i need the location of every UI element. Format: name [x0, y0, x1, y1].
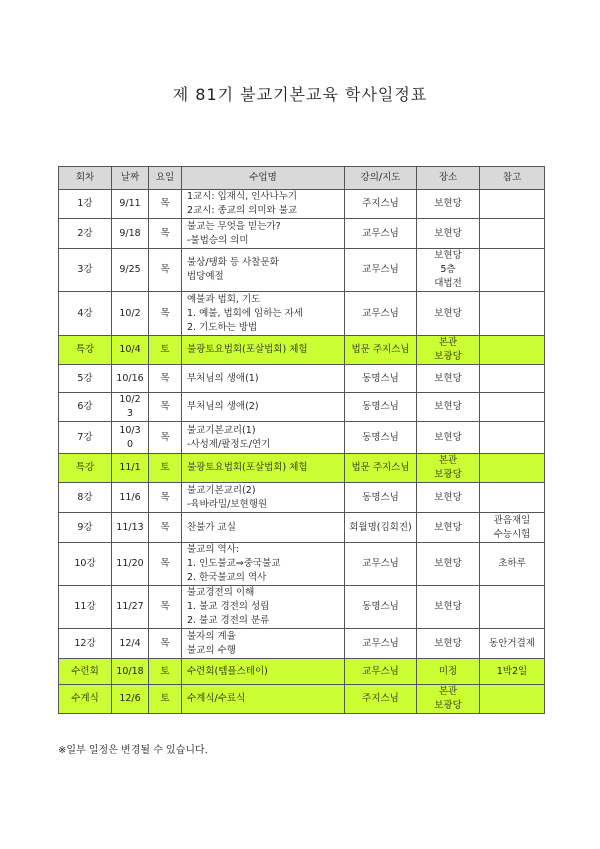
table-row — [59, 393, 545, 422]
instructor-cell: 교무스님 — [345, 543, 417, 586]
place-cell — [417, 393, 480, 422]
instructor-cell: 동명스님 — [345, 393, 417, 422]
place-cell — [417, 336, 480, 365]
note-cell — [480, 249, 545, 292]
place-cell — [417, 365, 480, 393]
lesson-line: 2. 불교 경전의 분류 — [187, 615, 270, 626]
place-cell — [417, 219, 480, 249]
lesson-line: 불광토요법회(포살법회) 체험 — [187, 462, 308, 473]
lesson-line: 불교의 역사: — [187, 544, 240, 555]
table-header-row — [59, 167, 545, 190]
note-cell — [480, 543, 545, 586]
place-cell — [417, 422, 480, 454]
place-cell — [417, 249, 480, 292]
note-cell — [480, 422, 545, 454]
session-cell: 특강 — [59, 454, 112, 483]
lesson-line: 1. 불교 경전의 성립 — [187, 601, 270, 612]
header-lesson: 수업명 — [182, 167, 345, 190]
schedule-table — [58, 166, 545, 714]
session-cell: 특강 — [59, 336, 112, 365]
session-cell: 12강 — [59, 629, 112, 659]
date-line: 10/3 — [119, 424, 141, 436]
lesson-line: 2. 한국불교의 역사 — [187, 572, 267, 583]
place-cell — [417, 685, 480, 714]
day-cell: 토 — [149, 454, 182, 483]
lesson-line: 예불과 법회, 기도 — [187, 293, 261, 305]
header-note: 참고 — [480, 167, 545, 190]
lesson-line: -육바라밀/보현행원 — [187, 498, 268, 510]
lesson-line: 불교경전의 이해 — [187, 587, 255, 598]
lesson-line: 찬불가 교실 — [187, 521, 236, 533]
table-row — [59, 483, 545, 513]
place-line: 보현당 — [434, 491, 462, 503]
lesson-line: 1교시: 입재식, 인사나누기 — [187, 191, 298, 202]
lesson-line: 불교는 무엇을 믿는가? — [187, 220, 281, 232]
session-cell: 7강 — [59, 422, 112, 454]
day-cell: 목 — [149, 365, 182, 393]
date-line: 10/16 — [116, 372, 144, 384]
instructor-cell: 동명스님 — [345, 422, 417, 454]
lesson-cell — [182, 659, 345, 685]
instructor-cell: 법문 주지스님 — [345, 336, 417, 365]
instructor-cell: 주지스님 — [345, 685, 417, 714]
lesson-cell — [182, 292, 345, 336]
lesson-cell — [182, 219, 345, 249]
lesson-cell — [182, 336, 345, 365]
lesson-line: 2교시: 종교의 의미와 불교 — [187, 205, 298, 216]
place-line: 보현당 — [434, 227, 462, 239]
instructor-cell: 회월명(김회진) — [345, 513, 417, 543]
place-cell — [417, 659, 480, 685]
table-row — [59, 659, 545, 685]
header-session: 회차 — [59, 167, 112, 190]
day-cell: 목 — [149, 249, 182, 292]
date-line: 11/27 — [116, 601, 144, 612]
session-cell: 1강 — [59, 190, 112, 219]
place-line: 본관 — [438, 686, 458, 697]
date-cell — [112, 454, 149, 483]
table-row — [59, 292, 545, 336]
place-line: 보현당 — [434, 307, 462, 319]
table-row — [59, 543, 545, 586]
place-line: 미정 — [438, 665, 458, 677]
place-line: 보현당 — [434, 637, 462, 649]
instructor-cell: 교무스님 — [345, 659, 417, 685]
date-line: 9/18 — [119, 227, 141, 239]
lesson-cell — [182, 393, 345, 422]
table-row — [59, 190, 545, 219]
day-cell: 목 — [149, 219, 182, 249]
day-cell: 목 — [149, 513, 182, 543]
lesson-cell — [182, 249, 345, 292]
session-cell: 수련회 — [59, 659, 112, 685]
date-cell — [112, 422, 149, 454]
day-cell: 목 — [149, 543, 182, 586]
day-cell: 목 — [149, 190, 182, 219]
date-line: 3 — [126, 408, 134, 419]
date-line: 12/6 — [119, 693, 141, 704]
table-row — [59, 454, 545, 483]
day-cell: 토 — [149, 685, 182, 714]
place-cell — [417, 483, 480, 513]
place-line: 보현당 — [434, 601, 462, 612]
lesson-line: 불자의 계율 — [187, 630, 236, 642]
session-cell: 8강 — [59, 483, 112, 513]
note-line: 1박2일 — [496, 665, 528, 677]
day-cell: 목 — [149, 422, 182, 454]
place-line: 5층 — [440, 264, 456, 275]
date-line: 9/25 — [119, 264, 141, 275]
day-cell: 토 — [149, 659, 182, 685]
instructor-cell: 주지스님 — [345, 190, 417, 219]
lesson-line: 부처님의 생애(2) — [187, 401, 259, 412]
table-row — [59, 365, 545, 393]
instructor-cell: 동명스님 — [345, 483, 417, 513]
date-cell — [112, 219, 149, 249]
note-cell — [480, 685, 545, 714]
place-line: 보현당 — [434, 198, 462, 209]
lesson-cell — [182, 483, 345, 513]
header-day: 요일 — [149, 167, 182, 190]
lesson-cell — [182, 454, 345, 483]
session-cell: 2강 — [59, 219, 112, 249]
place-line: 보현당 — [434, 250, 462, 261]
instructor-cell: 교무스님 — [345, 292, 417, 336]
session-cell: 수계식 — [59, 685, 112, 714]
lesson-line: 불광토요법회(포살법회) 체험 — [187, 344, 308, 355]
lesson-line: 수련회(템플스테이) — [187, 665, 268, 677]
note-cell — [480, 586, 545, 629]
note-cell — [480, 219, 545, 249]
lesson-line: -사성제/팔정도/연기 — [187, 438, 271, 450]
session-cell: 11강 — [59, 586, 112, 629]
place-line: 보광당 — [434, 469, 462, 480]
date-cell — [112, 393, 149, 422]
table-row — [59, 249, 545, 292]
day-cell: 목 — [149, 393, 182, 422]
date-cell — [112, 292, 149, 336]
lesson-cell — [182, 422, 345, 454]
note-cell — [480, 454, 545, 483]
lesson-line: 불교기본교리(1) — [187, 424, 256, 436]
place-cell — [417, 190, 480, 219]
session-cell: 3강 — [59, 249, 112, 292]
header-instructor: 강의/지도 — [345, 167, 417, 190]
lesson-line: 법당예절 — [187, 271, 224, 282]
place-line: 보현당 — [434, 431, 462, 443]
place-line: 본관 — [438, 337, 458, 348]
note-cell — [480, 513, 545, 543]
note-cell — [480, 336, 545, 365]
date-cell — [112, 365, 149, 393]
lesson-line: 불교의 수행 — [187, 644, 236, 656]
date-line: 11/20 — [116, 558, 144, 569]
date-line: 10/4 — [119, 344, 141, 355]
table-row — [59, 336, 545, 365]
footnote: ※일부 일정은 변경될 수 있습니다. — [58, 745, 208, 756]
date-cell — [112, 685, 149, 714]
date-line: 10/2 — [119, 394, 141, 405]
date-cell — [112, 629, 149, 659]
place-cell — [417, 513, 480, 543]
lesson-line: 2. 기도하는 방법 — [187, 321, 258, 333]
date-cell — [112, 249, 149, 292]
place-cell — [417, 586, 480, 629]
lesson-line: -불법승의 의미 — [187, 234, 249, 246]
date-cell — [112, 190, 149, 219]
table-row — [59, 586, 545, 629]
date-line: 0 — [126, 438, 134, 450]
date-cell — [112, 586, 149, 629]
instructor-cell: 교무스님 — [345, 629, 417, 659]
lesson-cell — [182, 586, 345, 629]
lesson-cell — [182, 190, 345, 219]
session-cell: 10강 — [59, 543, 112, 586]
table-row — [59, 629, 545, 659]
lesson-cell — [182, 365, 345, 393]
note-cell — [480, 483, 545, 513]
place-line: 보현당 — [434, 558, 462, 569]
day-cell: 목 — [149, 629, 182, 659]
instructor-cell: 동명스님 — [345, 365, 417, 393]
lesson-cell — [182, 543, 345, 586]
table-row — [59, 685, 545, 714]
lesson-line: 수계식/수료식 — [187, 693, 246, 704]
date-line: 10/18 — [116, 665, 144, 677]
date-line: 11/6 — [119, 491, 141, 503]
note-cell — [480, 393, 545, 422]
note-cell — [480, 292, 545, 336]
header-date: 날짜 — [112, 167, 149, 190]
note-line: 관음재일 — [493, 514, 531, 526]
lesson-cell — [182, 685, 345, 714]
place-line: 보현당 — [434, 401, 462, 412]
note-cell — [480, 629, 545, 659]
place-line: 대법전 — [434, 278, 462, 289]
date-cell — [112, 336, 149, 365]
place-line: 본관 — [438, 455, 458, 466]
date-cell — [112, 513, 149, 543]
day-cell: 목 — [149, 292, 182, 336]
date-line: 10/2 — [119, 307, 141, 319]
instructor-cell: 동명스님 — [345, 586, 417, 629]
date-line: 12/4 — [119, 637, 141, 649]
date-cell — [112, 543, 149, 586]
note-cell — [480, 190, 545, 219]
lesson-line: 불상/탱화 등 사찰문화 — [187, 257, 279, 268]
note-line: 동안거결제 — [489, 637, 535, 649]
day-cell: 목 — [149, 586, 182, 629]
lesson-line: 1. 인도불교⇒중국불교 — [187, 558, 281, 569]
lesson-line: 부처님의 생애(1) — [187, 372, 259, 384]
session-cell: 5강 — [59, 365, 112, 393]
instructor-cell: 교무스님 — [345, 219, 417, 249]
note-line: 수능시험 — [493, 528, 531, 540]
note-cell — [480, 365, 545, 393]
note-line: 초하루 — [498, 558, 526, 569]
table-row — [59, 513, 545, 543]
place-cell — [417, 454, 480, 483]
header-place: 장소 — [417, 167, 480, 190]
date-cell — [112, 659, 149, 685]
date-line: 11/1 — [119, 462, 141, 473]
session-cell: 6강 — [59, 393, 112, 422]
table-row — [59, 422, 545, 454]
note-cell — [480, 659, 545, 685]
lesson-line: 불교기본교리(2) — [187, 484, 256, 496]
place-line: 보현당 — [434, 372, 462, 384]
date-line: 11/13 — [116, 521, 144, 533]
lesson-line: 1. 예불, 법회에 임하는 자세 — [187, 307, 303, 319]
page-title: 제 81기 불교기본교육 학사일정표 — [172, 85, 428, 104]
day-cell: 토 — [149, 336, 182, 365]
place-cell — [417, 629, 480, 659]
session-cell: 9강 — [59, 513, 112, 543]
instructor-cell: 교무스님 — [345, 249, 417, 292]
date-cell — [112, 483, 149, 513]
place-line: 보현당 — [434, 521, 462, 533]
place-line: 보광당 — [434, 700, 462, 711]
date-line: 9/11 — [119, 198, 141, 209]
table-row — [59, 219, 545, 249]
day-cell: 목 — [149, 483, 182, 513]
lesson-cell — [182, 513, 345, 543]
lesson-cell — [182, 629, 345, 659]
session-cell: 4강 — [59, 292, 112, 336]
instructor-cell: 법문 주지스님 — [345, 454, 417, 483]
place-cell — [417, 292, 480, 336]
place-cell — [417, 543, 480, 586]
place-line: 보광당 — [434, 351, 462, 362]
